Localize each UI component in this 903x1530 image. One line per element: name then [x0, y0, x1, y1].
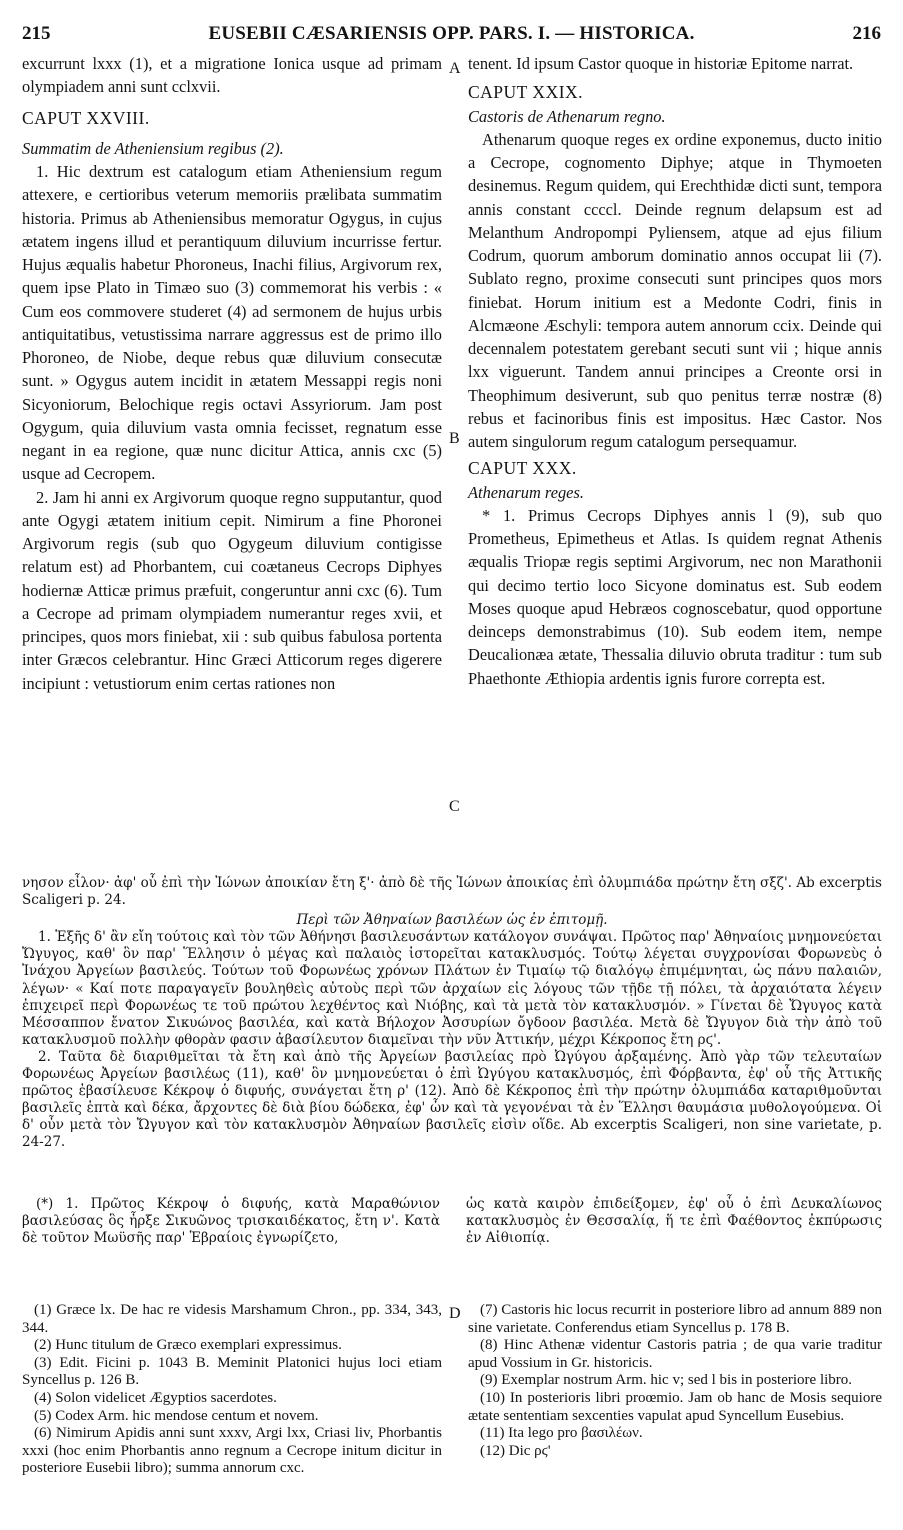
footnote: (10) In posterioris libri proœmio. Jam ob hanc de Mosis sequiore ætate sententiam sexcenties vapulat apud Syncellum Eusebius. — [468, 1389, 882, 1424]
footnote: (5) Codex Arm. hic mendose centum et novem. — [34, 1407, 319, 1424]
page-number-left: 215 — [22, 23, 51, 44]
latin-column-right — [468, 52, 882, 690]
chapter-28-heading: CAPUT XXVIII. — [22, 107, 150, 128]
chapter-30-subtitle: Athenarum reges. — [468, 482, 584, 502]
footnote: (1) Græce lx. De hac re videsis Marshamum Chron., pp. 334, 343, 344. — [22, 1302, 442, 1336]
footnote: (12) Dic ρϛ' — [480, 1442, 551, 1459]
margin-letter-b: B — [449, 430, 460, 447]
greek-footnote-text-left: (*) 1. Πρῶτος Κέκροψ ὁ διφυής, κατὰ Μαραθώνιον βασιλεύσας ὃς ἦρξε Σικυῶνος τρισκαιδέκατος, ἔτη ν'. Κατὰ δὲ τοῦτον Μωϋσῆς παρ' Ἑβραίοις ἐγνωρίζετο, — [22, 1196, 440, 1247]
right-intro-text: tenent. Id ipsum Castor quoque in historiæ Epitome narrat. — [468, 54, 854, 73]
chapter-30-paragraph: * 1. Primus Cecrops Diphyes annis l (9), sub quo Prometheus, Epimetheus et Atlas. Is quidem regnat Athenis æqualis Triopæ regis septimi Argivorum, nec non Marathonii qui decimo tertio loco Sicyone dominatus est. Sub eodem Moses quoque apud Hebræos cognoscebatur, quod opportune deinceps demonstrabimus (10). Sub eodem item, nempe Deucalionæa ætate, Thessalia diluvio obruta traditur : tum sub Phaethonte Æthiopia ardentis ignis furore correpta est. — [468, 505, 882, 688]
chapter-28-paragraph-2: 2. Jam hi anni ex Argivorum quoque regno supputantur, quod ante Ogygi ætatem initium cepit. Nimirum a fine Phoronei Argivorum regis (sub quo Ogygeum diluvium contigisse relatum est) ad Phorbantem, cui coætaneus Cecrops Diphyes hodiernæ Atticæ primus præfuit, congeruntur anni cxc (6). Tum a Cecrope ad primam olympiadem numerantur reges xvii, et principes, quos mors finiebat, xii : sub quibus fabulosa portenta inter Græcos celebrantur. Hinc Græci Atticorum reges digerere incipiunt : vetustiorum enim certas rationes non — [22, 487, 442, 693]
footnotes-left — [22, 1302, 442, 1478]
greek-footnote-right — [466, 1196, 882, 1248]
margin-letter-c: C — [449, 798, 460, 815]
chapter-29-heading: CAPUT XXIX. — [468, 82, 584, 103]
margin-letter-d: D — [449, 1305, 461, 1322]
footnote: (7) Castoris hic locus recurrit in posteriore libro ad annum 889 non sine varietate. Conferendus etiam Syncellus p. 178 B. — [468, 1302, 882, 1336]
footnote: (6) Nimirum Apidis anni sunt xxxv, Argi lxx, Criasi liv, Phorbantis xxxi (hoc enim Phorbantis anno regnum a Cecrope initum dicitur in posteriore Eusebii libro); summa annorum cxc. — [22, 1425, 442, 1477]
chapter-28-subtitle: Summatim de Atheniensium regibus (2). — [22, 138, 284, 158]
footnotes-right — [468, 1302, 882, 1460]
chapter-28-paragraph-1: 1. Hic dextrum est catalogum etiam Atheniensium regum attexere, e certioribus veterum memoriis prælibata summatim historia. Primus ab Atheniensibus memoratur Ogygus, in cujus ætatem ingens illud et perantiquum diluvium incurrisse fertur. Hujus æqualis habetur Phoroneus, Inachi filius, Argivorum rex, quem ipse Plato in Timæo suo (3) commemorat his verbis : « Cum eos commovere studeret (4) ad sermonem de hujus urbis antiquitatibus, vetustissima narrare aggressus est de primo illo Phoroneo, de Niobe, deque rebus quæ diluvium consecutæ sunt. » Ogygus autem incidit in ætatem Messappi regis noni Sicyoniorum, Belochique regis octavi Assyriorum. Jam post Ogygum, quia diluvium vasta omnia fecisset, regnatum esse negant in ea regione, quæ nunc dicitur Attica, annis cxc (5) usque ad Cecropem. — [22, 162, 442, 484]
greek-footnote-left — [22, 1196, 440, 1248]
greek-paragraph-1: 1. Ἑξῆς δ' ἂν εἴη τούτοις καὶ τὸν τῶν Ἀθήνησι βασιλευσάντων κατάλογον συνάψαι. Πρῶτος παρ' Ἀθηναίοις μνημονεύεται Ὤγυγος, καθ' ὃν παρ' Ἕλλησιν ὁ μέγας καὶ παλαιὸς ἱστορεῖται κατακλυσμός. Τούτῳ λέγεται συγχρονίσαι Φορωνεὺς ὁ Ἰνάχου Ἀργείων βασιλεύς. Τούτων τοῦ Φορωνέως χρόνων Πλάτων ἐν Τιμαίῳ τῷ διαλόγῳ ἐπιμέμνηται, ὡς πάνυ παλαιῶν, λέγων· « Καί ποτε παραγαγεῖν βουληθεὶς αὐτοὺς περὶ τῶν ἀρχαίων εἰς λόγους τῶν τῇδε τῇ πόλει, τὰ ἀρχαιότατα λέγειν ἐπιχειρεῖ περὶ Φορωνέως τε τοῦ πρώτου λεχθέντος καὶ Νιόβης, καὶ τὰ μετὰ τὸν κατακλυσμόν. » Γίνεται δὲ Ὤγυγος κατὰ Μέσσαππον ἔνατον Σικυώνος βασιλέα, καὶ κατὰ Βήλοχον Ἀσσυρίων ὄγδοον βασιλέα. Μετὰ δὲ Ὤγυγον διὰ τὴν ἀπὸ τοῦ κατακλυσμοῦ πολλὴν φθορὰν φασιν ἀβασίλευτον διαμεῖναι τὴν νῦν Ἀττικήν, μέχρι Κέκροπος ἔτη ρϛ'. — [22, 929, 882, 1048]
left-intro-text: excurrunt lxxx (1), et a migratione Ionica usque ad primam olympiadem anni sunt cclxvii. — [22, 54, 442, 97]
footnote: (8) Hinc Athenæ videntur Castoris patria ; de qua varie traditur apud Vossium in Gr. historicis. — [468, 1337, 882, 1371]
greek-paragraph-2: 2. Ταῦτα δὲ διαριθμεῖται τὰ ἔτη καὶ ἀπὸ τῆς Ἀργείων βασιλείας πρὸ Ὠγύγου ἀρξαμένης. Ἀπὸ γὰρ τῶν τελευταίων Φορωνέως Ἀργείων βασιλέως (11), καθ' ὃν μνημονεύεται ὁ ἐπὶ Ὠγύγου κατακλυσμός, ἐπὶ Φόρβαντα, ἐφ' οὗ τῆς Ἀττικῆς πρῶτος ἐβασίλευσε Κέκροψ ὁ διφυής, συνάγεται ἔτη ρ' (12). Ἀπὸ δὲ Κέκροπος ἐπὶ τὴν πρώτην ὀλυμπιάδα καταριθμοῦνται βασιλεῖς ἑπτὰ καὶ δέκα, ἄρχοντες δὲ διὰ βίου δώδεκα, ἐφ' ὧν καὶ τὰ γεγονέναι τὰ ἐν Ἕλλησι θαυμάσια μυθολογούμενα. Οἱ δ' οὖν μετὰ τὸν Ὤγυγον καὶ τὸν κατακλυσμὸν Ἀθηναίων βασιλεῖς εἰσὶν οἵδε. Ab excerptis Scaligeri, non sine varietate, p. 24-27. — [22, 1048, 882, 1151]
greek-footnote-text-right: ὡς κατὰ καιρὸν ἐπιδείξομεν, ἐφ' οὗ ὁ ἐπὶ Δευκαλίωνος κατακλυσμὸς ἐν Θεσσαλίᾳ, ἥ τε ἐπὶ Φαέθοντος ἐκπύρωσις ἐν Αἰθιοπίᾳ. — [466, 1196, 882, 1247]
footnote: (4) Solon videlicet Ægyptios sacerdotes. — [34, 1389, 277, 1406]
footnote: (2) Hunc titulum de Græco exemplari expressimus. — [34, 1337, 342, 1354]
greek-section-heading: Περὶ τῶν Ἀθηναίων βασιλέων ὡς ἐν ἐπιτομῇ. — [296, 912, 608, 929]
latin-column-left — [22, 52, 442, 695]
page-number-right: 216 — [852, 23, 881, 44]
greek-text-block — [22, 875, 882, 1152]
chapter-30-heading: CAPUT XXX. — [468, 458, 577, 479]
footnote: (9) Exemplar nostrum Arm. hic v; sed l bis in posteriore libro. — [480, 1372, 853, 1389]
margin-letter-a: A — [449, 60, 461, 77]
greek-continuation: νησον εἶλον· ἀφ' οὗ ἐπὶ τὴν Ἰώνων ἀποικίαν ἔτη ξ'· ἀπὸ δὲ τῆς Ἰώνων ἀποικίας ἐπὶ ὀλυμπιάδα πρώτην ἔτη σξζ'. Ab excerptis Scaligeri p. 24. — [22, 875, 882, 909]
chapter-29-subtitle: Castoris de Athenarum regno. — [468, 106, 666, 126]
running-header — [22, 22, 881, 46]
footnote: (3) Edit. Ficini p. 1043 B. Meminit Platonici hujus loci etiam Syncellus p. 126 B. — [22, 1354, 442, 1389]
running-title: EUSEBII CÆSARIENSIS OPP. PARS. I. — HISTORICA. — [208, 23, 695, 44]
chapter-29-paragraph: Athenarum quoque reges ex ordine exponemus, ducto initio a Cecrope, cognomento Diphye; atque in Thymoeten desinemus. Regum quidem, qui Erechthidæ dicti sunt, tempora annis constant ccccl. Deinde regnum delapsum est ad Melanthum Andropompi Pyliensem, atque ad ejus filium Codrum, quorum amborum dominatio annos occupat lii (7). Sublato regno, proxime consecuti sunt principes quos mors finiebat. Horum initium est a Medonte Codri, finis in Alcmæone Æschyli: tempora autem annorum ccix. Deinde qui decennalem potestatem gerebant secuti sunt vii ; hique annis lxx viguerunt. Tandem annui principes a Creonte orsi in Theophimum desiverunt, sub quo penitus terræ nostræ (8) rebus et facinoribus finis est impositus. Hæc Castor. Nos autem singulorum regum catalogum persequamur. — [468, 129, 882, 451]
footnote: (11) Ita lego pro βασιλέων. — [480, 1425, 643, 1442]
